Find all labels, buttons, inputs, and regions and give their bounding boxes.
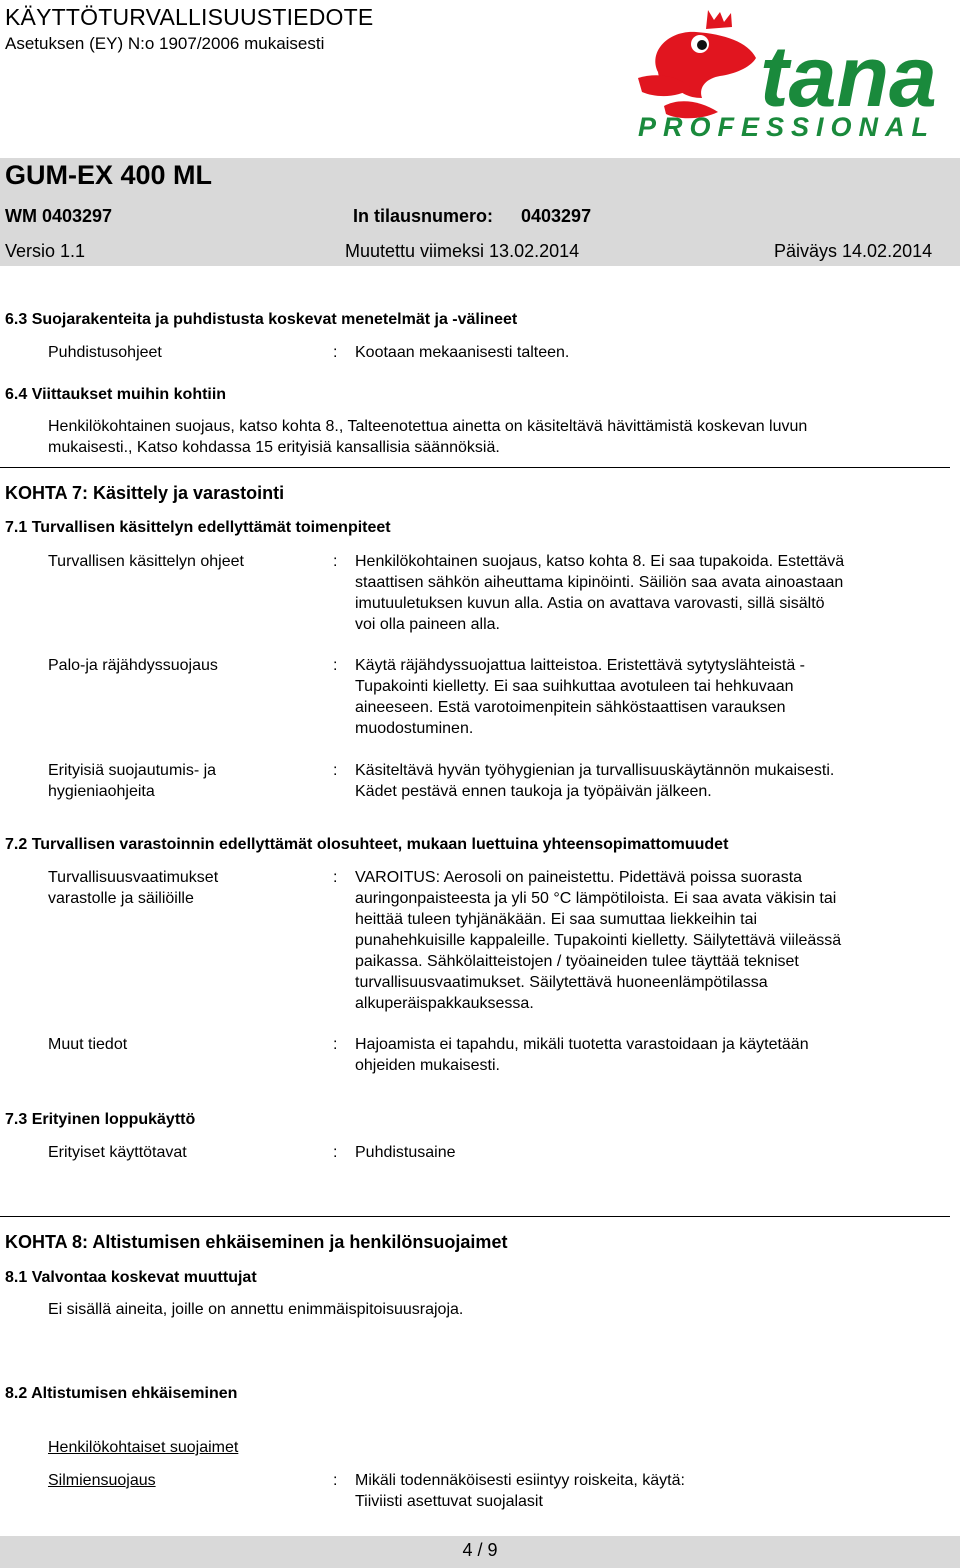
- modified-date: Muutettu viimeksi 13.02.2014: [345, 241, 580, 261]
- logo-brand-text: tana: [760, 29, 937, 125]
- frog-mascot-icon: [638, 10, 756, 118]
- regulation-subtitle: Asetuksen (EY) N:o 1907/2006 mukaisesti: [5, 34, 325, 53]
- section-8-2-title: 8.2 Altistumisen ehkäiseminen: [5, 1385, 238, 1402]
- fire-protection-value: Käytä räjähdyssuojattua laitteistoa. Eristettävä sytytyslähteistä - Tupakointi kielletty. Ei saa suihkuttaa avotuleen tai hehkuvaan aineeseen. Estä varotoimenpitein sähköstaattisen varauksen muodostuminen.: [355, 657, 805, 737]
- safe-handling-label: Turvallisen käsittelyn ohjeet: [48, 553, 244, 570]
- safe-handling-value: Henkilökohtainen suojaus, katso kohta 8. Ei saa tupakoida. Estettävä staattisen sähkön aiheuttama kipinöinti. Säiliön saa avata ainoastaan imutuuletuksen kuvun alla. Astia on avattava varovasti, sillä sisältö voi olla paineen alla.: [355, 553, 845, 633]
- other-info-label: Muut tiedot: [48, 1036, 128, 1053]
- other-info-value: Hajoamista ei tapahdu, mikäli tuotetta varastoidaan ja käytetään ohjeiden mukaisesti.: [355, 1036, 809, 1074]
- wm-number: WM 0403297: [5, 206, 113, 226]
- tana-professional-logo: [638, 2, 946, 142]
- document-title: KÄYTTÖTURVALLISUUSTIEDOTE: [5, 4, 374, 30]
- storage-requirements-label: Turvallisuusvaatimukset varastolle ja säiliöille: [48, 869, 219, 907]
- fire-protection-label: Palo-ja räjähdyssuojaus: [48, 657, 218, 674]
- section-6-4-title: 6.4 Viittaukset muihin kohtiin: [5, 386, 227, 403]
- eye-protection-value: Mikäli todennäköisesti esiintyy roiskeita, käytä: Tiiviisti asettuvat suojalasit: [355, 1472, 685, 1510]
- specific-uses-value: Puhdistusaine: [355, 1144, 456, 1161]
- section-divider: [0, 1216, 950, 1217]
- section-8-1-title: 8.1 Valvontaa koskevat muuttujat: [5, 1269, 257, 1286]
- colon: :: [333, 1144, 338, 1161]
- storage-requirements-value: VAROITUS: Aerosoli on paineistettu. Pidettävä poissa suorasta auringonpaisteesta ja yli 50 °C lämpötiloista. Ei saa avata väkisin tai heittää tuleen tyhjänäkään. Ei saa sumuttaa liekkeihin tai punahehkuisille kappaleille. Tupakointi kielletty. Säilytettävä viileässä paikassa. Sähkölaitteistojen / työaineiden tulee täyttää tekniset turvallisuusvaatimukset. Säilytettävä huoneenlämpötilassa alkuperäispakkauksessa.: [355, 869, 842, 1012]
- specific-uses-label: Erityiset käyttötavat: [48, 1144, 187, 1161]
- page-number: 4 / 9: [462, 1540, 498, 1560]
- product-name: GUM-EX 400 ML: [5, 160, 213, 190]
- reference-line-1: Henkilökohtainen suojaus, katso kohta 8., Talteenotettua ainetta on käsiteltävä hävittämistä koskevan luvun: [48, 418, 808, 435]
- colon: :: [333, 869, 338, 886]
- section-8-title: KOHTA 8: Altistumisen ehkäiseminen ja henkilönsuojaimet: [5, 1232, 508, 1252]
- issue-date: Päiväys 14.02.2014: [774, 241, 933, 261]
- order-number: 0403297: [521, 206, 592, 226]
- logo-sub-text: PROFESSIONAL: [638, 112, 936, 142]
- colon: :: [333, 762, 338, 779]
- version: Versio 1.1: [5, 241, 86, 261]
- colon: :: [333, 657, 338, 674]
- order-label: In tilausnumero:: [353, 206, 494, 226]
- exposure-limits-text: Ei sisällä aineita, joille on annettu enimmäispitoisuusrajoja.: [48, 1301, 464, 1318]
- colon: :: [333, 1036, 338, 1053]
- section-divider: [0, 467, 950, 468]
- hygiene-value: Käsiteltävä hyvän työhygienian ja turvallisuuskäytännön mukaisesti. Kädet pestävä ennen taukoja ja työpäivän jälkeen.: [355, 762, 835, 800]
- section-7-title: KOHTA 7: Käsittely ja varastointi: [5, 483, 285, 503]
- section-7-2-title: 7.2 Turvallisen varastoinnin edellyttämät olosuhteet, mukaan luettuina yhteensopimattomuudet: [5, 836, 729, 853]
- reference-line-2: mukaisesti., Katso kohdassa 15 erityisiä kansallisia säännöksiä.: [48, 439, 500, 456]
- cleaning-value: Kootaan mekaanisesti talteen.: [355, 344, 570, 361]
- colon: :: [333, 344, 338, 361]
- section-6-3-title: 6.3 Suojarakenteita ja puhdistusta koskevat menetelmät ja -välineet: [5, 311, 518, 328]
- colon: :: [333, 553, 338, 570]
- section-7-3-title: 7.3 Erityinen loppukäyttö: [5, 1111, 196, 1128]
- cleaning-label: Puhdistusohjeet: [48, 344, 162, 361]
- colon: :: [333, 1472, 338, 1489]
- eye-protection-label: Silmiensuojaus: [48, 1472, 156, 1489]
- section-7-1-title: 7.1 Turvallisen käsittelyn edellyttämät toimenpiteet: [5, 519, 391, 536]
- ppe-title: Henkilökohtaiset suojaimet: [48, 1439, 239, 1456]
- hygiene-label: Erityisiä suojautumis- ja hygieniaohjeita: [48, 762, 217, 800]
